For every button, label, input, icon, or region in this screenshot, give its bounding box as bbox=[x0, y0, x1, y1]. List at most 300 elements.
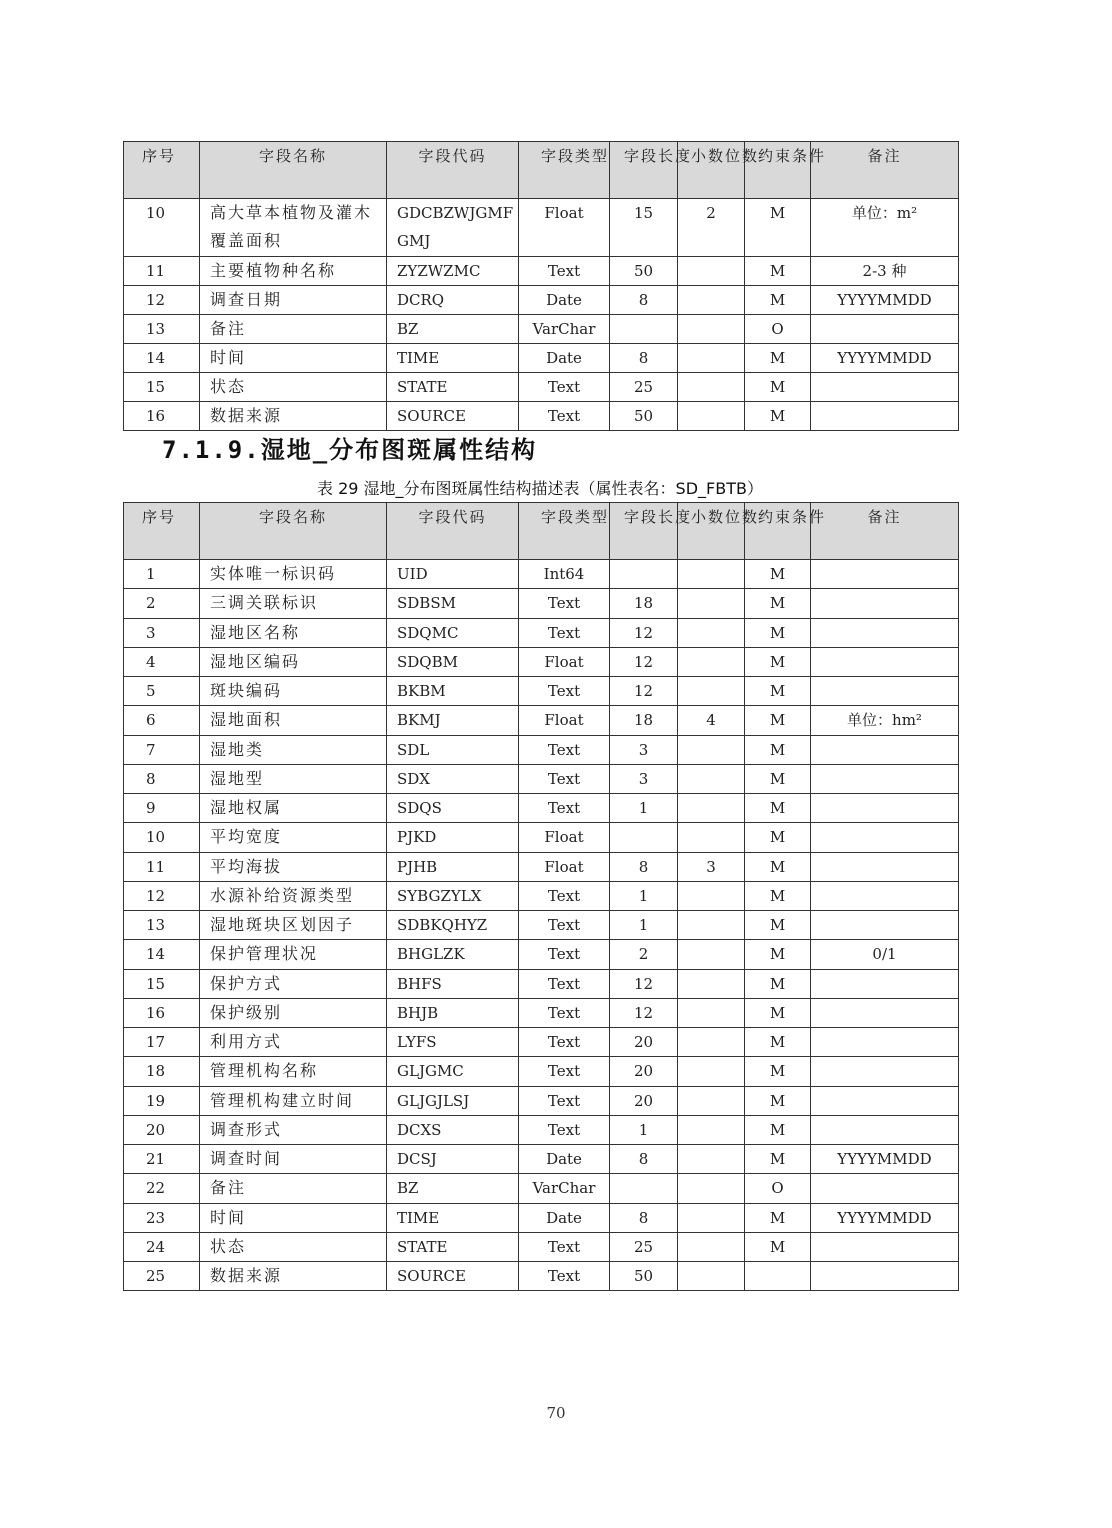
cell-code: DCXS bbox=[387, 1115, 519, 1144]
table-row bbox=[124, 852, 959, 881]
cell-name: 水源补给资源类型 bbox=[200, 881, 387, 910]
cell-length: 12 bbox=[610, 998, 678, 1027]
cell-constraint: M bbox=[745, 257, 811, 286]
cell-note bbox=[811, 589, 959, 618]
cell-name: 湿地型 bbox=[200, 764, 387, 793]
cell-name: 调查形式 bbox=[200, 1115, 387, 1144]
table-row bbox=[124, 940, 959, 969]
cell-type: Text bbox=[519, 589, 610, 618]
cell-name: 三调关联标识 bbox=[200, 589, 387, 618]
cell-constraint: M bbox=[745, 1232, 811, 1261]
cell-name: 高大草本植物及灌木覆盖面积 bbox=[200, 199, 387, 257]
cell-constraint: M bbox=[745, 823, 811, 852]
cell-note bbox=[811, 677, 959, 706]
cell-note bbox=[811, 998, 959, 1027]
cell-no: 13 bbox=[124, 315, 200, 344]
cell-length: 12 bbox=[610, 677, 678, 706]
cell-code: PJHB bbox=[387, 852, 519, 881]
cell-decimals bbox=[678, 257, 745, 286]
cell-no: 15 bbox=[124, 969, 200, 998]
cell-length bbox=[610, 315, 678, 344]
cell-name: 实体唯一标识码 bbox=[200, 560, 387, 589]
cell-decimals bbox=[678, 911, 745, 940]
cell-constraint: M bbox=[745, 199, 811, 257]
cell-code: BZ bbox=[387, 1174, 519, 1203]
table-row bbox=[124, 199, 959, 257]
cell-no: 2 bbox=[124, 589, 200, 618]
cell-code: SDQBM bbox=[387, 647, 519, 676]
cell-constraint: M bbox=[745, 286, 811, 315]
cell-type: Text bbox=[519, 764, 610, 793]
cell-constraint: M bbox=[745, 852, 811, 881]
cell-note: YYYYMMDD bbox=[811, 344, 959, 373]
table-row bbox=[124, 764, 959, 793]
cell-constraint: M bbox=[745, 402, 811, 431]
table-caption: 表 29 湿地_分布图斑属性结构描述表（属性表名：SD_FBTB） bbox=[317, 479, 763, 498]
table-row bbox=[124, 1174, 959, 1203]
cell-constraint: M bbox=[745, 618, 811, 647]
cell-note bbox=[811, 823, 959, 852]
cell-constraint: O bbox=[745, 315, 811, 344]
cell-constraint: M bbox=[745, 998, 811, 1027]
cell-length: 18 bbox=[610, 589, 678, 618]
cell-note bbox=[811, 560, 959, 589]
cell-note: 0/1 bbox=[811, 940, 959, 969]
table-row bbox=[124, 881, 959, 910]
cell-no: 10 bbox=[124, 199, 200, 257]
cell-code: SDX bbox=[387, 764, 519, 793]
cell-name: 斑块编码 bbox=[200, 677, 387, 706]
cell-length: 1 bbox=[610, 794, 678, 823]
cell-code: SOURCE bbox=[387, 402, 519, 431]
cell-code: DCRQ bbox=[387, 286, 519, 315]
col-header-note: 备注 bbox=[811, 142, 959, 199]
cell-code: ZYZWZMC bbox=[387, 257, 519, 286]
table-row bbox=[124, 344, 959, 373]
table-row bbox=[124, 1028, 959, 1057]
cell-type: Date bbox=[519, 344, 610, 373]
cell-type: Text bbox=[519, 998, 610, 1027]
cell-no: 4 bbox=[124, 647, 200, 676]
cell-length: 12 bbox=[610, 618, 678, 647]
cell-type: Text bbox=[519, 677, 610, 706]
cell-type: Float bbox=[519, 706, 610, 735]
cell-length: 20 bbox=[610, 1057, 678, 1086]
table-row bbox=[124, 589, 959, 618]
table-row bbox=[124, 1057, 959, 1086]
cell-name: 数据来源 bbox=[200, 1262, 387, 1291]
cell-type: Int64 bbox=[519, 560, 610, 589]
field-table-sd-fbtb bbox=[123, 502, 959, 1291]
cell-type: Text bbox=[519, 1028, 610, 1057]
cell-type: Float bbox=[519, 199, 610, 257]
cell-code: BHGLZK bbox=[387, 940, 519, 969]
cell-type: Text bbox=[519, 1115, 610, 1144]
cell-name: 平均宽度 bbox=[200, 823, 387, 852]
cell-decimals bbox=[678, 735, 745, 764]
cell-decimals bbox=[678, 1086, 745, 1115]
cell-type: Date bbox=[519, 1145, 610, 1174]
table-row bbox=[124, 911, 959, 940]
cell-length: 18 bbox=[610, 706, 678, 735]
col-header-note: 备注 bbox=[811, 503, 959, 560]
col-header-len: 字段长度 bbox=[610, 142, 678, 199]
cell-no: 8 bbox=[124, 764, 200, 793]
cell-decimals bbox=[678, 344, 745, 373]
cell-length: 12 bbox=[610, 969, 678, 998]
cell-decimals bbox=[678, 1115, 745, 1144]
cell-constraint: M bbox=[745, 677, 811, 706]
cell-no: 15 bbox=[124, 373, 200, 402]
cell-length: 2 bbox=[610, 940, 678, 969]
cell-code: SDBSM bbox=[387, 589, 519, 618]
cell-no: 5 bbox=[124, 677, 200, 706]
cell-decimals bbox=[678, 1174, 745, 1203]
col-header-dec: 小数位数 bbox=[678, 503, 745, 560]
cell-note bbox=[811, 315, 959, 344]
cell-note bbox=[811, 1174, 959, 1203]
cell-name: 状态 bbox=[200, 1232, 387, 1261]
cell-length: 1 bbox=[610, 881, 678, 910]
cell-constraint: M bbox=[745, 1028, 811, 1057]
cell-note bbox=[811, 647, 959, 676]
cell-code: SOURCE bbox=[387, 1262, 519, 1291]
cell-constraint: M bbox=[745, 911, 811, 940]
cell-no: 7 bbox=[124, 735, 200, 764]
cell-type: Text bbox=[519, 402, 610, 431]
cell-no: 10 bbox=[124, 823, 200, 852]
cell-constraint: M bbox=[745, 589, 811, 618]
cell-type: Text bbox=[519, 1057, 610, 1086]
cell-type: Text bbox=[519, 940, 610, 969]
cell-type: Date bbox=[519, 1203, 610, 1232]
table-header-row bbox=[124, 503, 959, 560]
cell-type: Date bbox=[519, 286, 610, 315]
cell-constraint: M bbox=[745, 344, 811, 373]
cell-decimals bbox=[678, 1145, 745, 1174]
table-row bbox=[124, 402, 959, 431]
cell-decimals bbox=[678, 373, 745, 402]
cell-no: 19 bbox=[124, 1086, 200, 1115]
table-row bbox=[124, 647, 959, 676]
cell-decimals bbox=[678, 286, 745, 315]
cell-name: 湿地面积 bbox=[200, 706, 387, 735]
cell-name: 数据来源 bbox=[200, 402, 387, 431]
cell-note: 2-3 种 bbox=[811, 257, 959, 286]
cell-no: 16 bbox=[124, 402, 200, 431]
cell-decimals bbox=[678, 998, 745, 1027]
cell-name: 时间 bbox=[200, 1203, 387, 1232]
cell-note bbox=[811, 373, 959, 402]
cell-decimals bbox=[678, 823, 745, 852]
cell-code: SDL bbox=[387, 735, 519, 764]
col-header-no: 序号 bbox=[124, 503, 200, 560]
cell-decimals bbox=[678, 881, 745, 910]
cell-no: 11 bbox=[124, 852, 200, 881]
cell-name: 平均海拔 bbox=[200, 852, 387, 881]
cell-decimals: 4 bbox=[678, 706, 745, 735]
table-row bbox=[124, 1203, 959, 1232]
cell-no: 13 bbox=[124, 911, 200, 940]
cell-length: 1 bbox=[610, 1115, 678, 1144]
table-row bbox=[124, 706, 959, 735]
cell-length: 50 bbox=[610, 257, 678, 286]
cell-length: 20 bbox=[610, 1028, 678, 1057]
cell-length: 8 bbox=[610, 1203, 678, 1232]
cell-length bbox=[610, 1174, 678, 1203]
cell-code: GLJGJLSJ bbox=[387, 1086, 519, 1115]
cell-decimals: 3 bbox=[678, 852, 745, 881]
cell-decimals bbox=[678, 589, 745, 618]
col-header-no: 序号 bbox=[124, 142, 200, 199]
cell-note bbox=[811, 1028, 959, 1057]
cell-type: VarChar bbox=[519, 315, 610, 344]
table-header-row bbox=[124, 142, 959, 199]
cell-decimals bbox=[678, 764, 745, 793]
cell-code: PJKD bbox=[387, 823, 519, 852]
cell-type: VarChar bbox=[519, 1174, 610, 1203]
table-row bbox=[124, 794, 959, 823]
cell-type: Text bbox=[519, 618, 610, 647]
table-row bbox=[124, 1232, 959, 1261]
table-row bbox=[124, 560, 959, 589]
cell-decimals bbox=[678, 1057, 745, 1086]
table-row bbox=[124, 1115, 959, 1144]
cell-note bbox=[811, 1262, 959, 1291]
cell-no: 3 bbox=[124, 618, 200, 647]
cell-note bbox=[811, 1232, 959, 1261]
cell-type: Text bbox=[519, 881, 610, 910]
cell-name: 利用方式 bbox=[200, 1028, 387, 1057]
cell-code: BKBM bbox=[387, 677, 519, 706]
cell-type: Text bbox=[519, 735, 610, 764]
col-header-name: 字段名称 bbox=[200, 503, 387, 560]
table-row bbox=[124, 998, 959, 1027]
cell-no: 1 bbox=[124, 560, 200, 589]
table-row bbox=[124, 969, 959, 998]
col-header-len: 字段长度 bbox=[610, 503, 678, 560]
cell-no: 14 bbox=[124, 940, 200, 969]
cell-decimals bbox=[678, 794, 745, 823]
table-row bbox=[124, 735, 959, 764]
cell-note bbox=[811, 881, 959, 910]
cell-no: 20 bbox=[124, 1115, 200, 1144]
cell-no: 6 bbox=[124, 706, 200, 735]
cell-decimals bbox=[678, 647, 745, 676]
cell-type: Float bbox=[519, 852, 610, 881]
cell-length: 3 bbox=[610, 735, 678, 764]
cell-name: 管理机构名称 bbox=[200, 1057, 387, 1086]
cell-type: Text bbox=[519, 911, 610, 940]
cell-constraint: M bbox=[745, 560, 811, 589]
cell-code: TIME bbox=[387, 344, 519, 373]
cell-type: Text bbox=[519, 1232, 610, 1261]
col-header-constraint: 约束条件 bbox=[745, 142, 811, 199]
cell-name: 湿地斑块区划因子 bbox=[200, 911, 387, 940]
col-header-constraint: 约束条件 bbox=[745, 503, 811, 560]
cell-name: 保护方式 bbox=[200, 969, 387, 998]
cell-constraint: O bbox=[745, 1174, 811, 1203]
cell-length: 8 bbox=[610, 852, 678, 881]
col-header-type: 字段类型 bbox=[519, 503, 610, 560]
cell-no: 23 bbox=[124, 1203, 200, 1232]
cell-constraint: M bbox=[745, 1086, 811, 1115]
cell-note bbox=[811, 735, 959, 764]
cell-note: 单位：hm² bbox=[811, 706, 959, 735]
cell-no: 22 bbox=[124, 1174, 200, 1203]
cell-note bbox=[811, 764, 959, 793]
cell-note: YYYYMMDD bbox=[811, 1145, 959, 1174]
table-row bbox=[124, 286, 959, 315]
cell-constraint: M bbox=[745, 1203, 811, 1232]
cell-length: 8 bbox=[610, 1145, 678, 1174]
cell-no: 24 bbox=[124, 1232, 200, 1261]
cell-code: DCSJ bbox=[387, 1145, 519, 1174]
cell-type: Text bbox=[519, 1262, 610, 1291]
cell-length: 25 bbox=[610, 1232, 678, 1261]
cell-type: Text bbox=[519, 969, 610, 998]
cell-code: STATE bbox=[387, 373, 519, 402]
table-row bbox=[124, 677, 959, 706]
cell-no: 12 bbox=[124, 286, 200, 315]
cell-type: Text bbox=[519, 1086, 610, 1115]
cell-length bbox=[610, 823, 678, 852]
cell-constraint: M bbox=[745, 1145, 811, 1174]
col-header-code: 字段代码 bbox=[387, 503, 519, 560]
cell-note: YYYYMMDD bbox=[811, 1203, 959, 1232]
cell-decimals bbox=[678, 1232, 745, 1261]
cell-name: 管理机构建立时间 bbox=[200, 1086, 387, 1115]
cell-constraint: M bbox=[745, 647, 811, 676]
cell-note bbox=[811, 1057, 959, 1086]
cell-code: BZ bbox=[387, 315, 519, 344]
cell-code: TIME bbox=[387, 1203, 519, 1232]
cell-length: 12 bbox=[610, 647, 678, 676]
cell-decimals bbox=[678, 1203, 745, 1232]
cell-length: 1 bbox=[610, 911, 678, 940]
cell-name: 时间 bbox=[200, 344, 387, 373]
cell-note bbox=[811, 618, 959, 647]
cell-constraint: M bbox=[745, 373, 811, 402]
cell-no: 25 bbox=[124, 1262, 200, 1291]
cell-length: 8 bbox=[610, 286, 678, 315]
cell-note bbox=[811, 969, 959, 998]
cell-length: 3 bbox=[610, 764, 678, 793]
table-row bbox=[124, 257, 959, 286]
cell-name: 主要植物种名称 bbox=[200, 257, 387, 286]
cell-decimals bbox=[678, 618, 745, 647]
cell-constraint: M bbox=[745, 764, 811, 793]
cell-decimals bbox=[678, 940, 745, 969]
col-header-type: 字段类型 bbox=[519, 142, 610, 199]
col-header-name: 字段名称 bbox=[200, 142, 387, 199]
cell-name: 湿地区编码 bbox=[200, 647, 387, 676]
cell-code: SYBGZYLX bbox=[387, 881, 519, 910]
cell-no: 18 bbox=[124, 1057, 200, 1086]
cell-name: 保护管理状况 bbox=[200, 940, 387, 969]
cell-no: 21 bbox=[124, 1145, 200, 1174]
cell-name: 湿地权属 bbox=[200, 794, 387, 823]
cell-type: Text bbox=[519, 373, 610, 402]
cell-decimals bbox=[678, 1262, 745, 1291]
cell-length bbox=[610, 560, 678, 589]
cell-code: SDBKQHYZ bbox=[387, 911, 519, 940]
cell-decimals bbox=[678, 1028, 745, 1057]
table-row bbox=[124, 618, 959, 647]
cell-note: 单位：m² bbox=[811, 199, 959, 257]
cell-note bbox=[811, 1115, 959, 1144]
cell-no: 9 bbox=[124, 794, 200, 823]
cell-no: 12 bbox=[124, 881, 200, 910]
cell-code: BHFS bbox=[387, 969, 519, 998]
cell-name: 湿地区名称 bbox=[200, 618, 387, 647]
cell-code: GDCBZWJGMFGMJ bbox=[387, 199, 519, 257]
cell-no: 11 bbox=[124, 257, 200, 286]
cell-name: 保护级别 bbox=[200, 998, 387, 1027]
cell-constraint: M bbox=[745, 940, 811, 969]
page-number: 70 bbox=[546, 1404, 566, 1422]
cell-no: 14 bbox=[124, 344, 200, 373]
cell-name: 备注 bbox=[200, 315, 387, 344]
cell-constraint: M bbox=[745, 969, 811, 998]
cell-constraint: M bbox=[745, 1115, 811, 1144]
cell-length: 15 bbox=[610, 199, 678, 257]
cell-decimals: 2 bbox=[678, 199, 745, 257]
cell-length: 20 bbox=[610, 1086, 678, 1115]
cell-no: 17 bbox=[124, 1028, 200, 1057]
cell-length: 50 bbox=[610, 1262, 678, 1291]
cell-name: 调查日期 bbox=[200, 286, 387, 315]
cell-constraint: M bbox=[745, 706, 811, 735]
cell-code: BHJB bbox=[387, 998, 519, 1027]
cell-decimals bbox=[678, 560, 745, 589]
cell-type: Text bbox=[519, 794, 610, 823]
cell-name: 状态 bbox=[200, 373, 387, 402]
cell-note bbox=[811, 911, 959, 940]
cell-name: 备注 bbox=[200, 1174, 387, 1203]
cell-note bbox=[811, 794, 959, 823]
cell-type: Float bbox=[519, 823, 610, 852]
col-header-code: 字段代码 bbox=[387, 142, 519, 199]
field-table-continued bbox=[123, 141, 959, 431]
table-row bbox=[124, 1262, 959, 1291]
cell-name: 湿地类 bbox=[200, 735, 387, 764]
cell-code: SDQS bbox=[387, 794, 519, 823]
cell-decimals bbox=[678, 402, 745, 431]
cell-code: GLJGMC bbox=[387, 1057, 519, 1086]
table-row bbox=[124, 1145, 959, 1174]
cell-decimals bbox=[678, 969, 745, 998]
cell-code: UID bbox=[387, 560, 519, 589]
table-row bbox=[124, 823, 959, 852]
table-row bbox=[124, 315, 959, 344]
table-row bbox=[124, 1086, 959, 1115]
cell-constraint bbox=[745, 1262, 811, 1291]
col-header-dec: 小数位数 bbox=[678, 142, 745, 199]
section-heading: 7.1.9.湿地_分布图斑属性结构 bbox=[162, 436, 538, 464]
cell-code: SDQMC bbox=[387, 618, 519, 647]
cell-length: 25 bbox=[610, 373, 678, 402]
cell-constraint: M bbox=[745, 881, 811, 910]
cell-note bbox=[811, 402, 959, 431]
cell-length: 50 bbox=[610, 402, 678, 431]
cell-name: 调查时间 bbox=[200, 1145, 387, 1174]
cell-note: YYYYMMDD bbox=[811, 286, 959, 315]
cell-type: Float bbox=[519, 647, 610, 676]
cell-code: LYFS bbox=[387, 1028, 519, 1057]
cell-code: BKMJ bbox=[387, 706, 519, 735]
table-row bbox=[124, 373, 959, 402]
